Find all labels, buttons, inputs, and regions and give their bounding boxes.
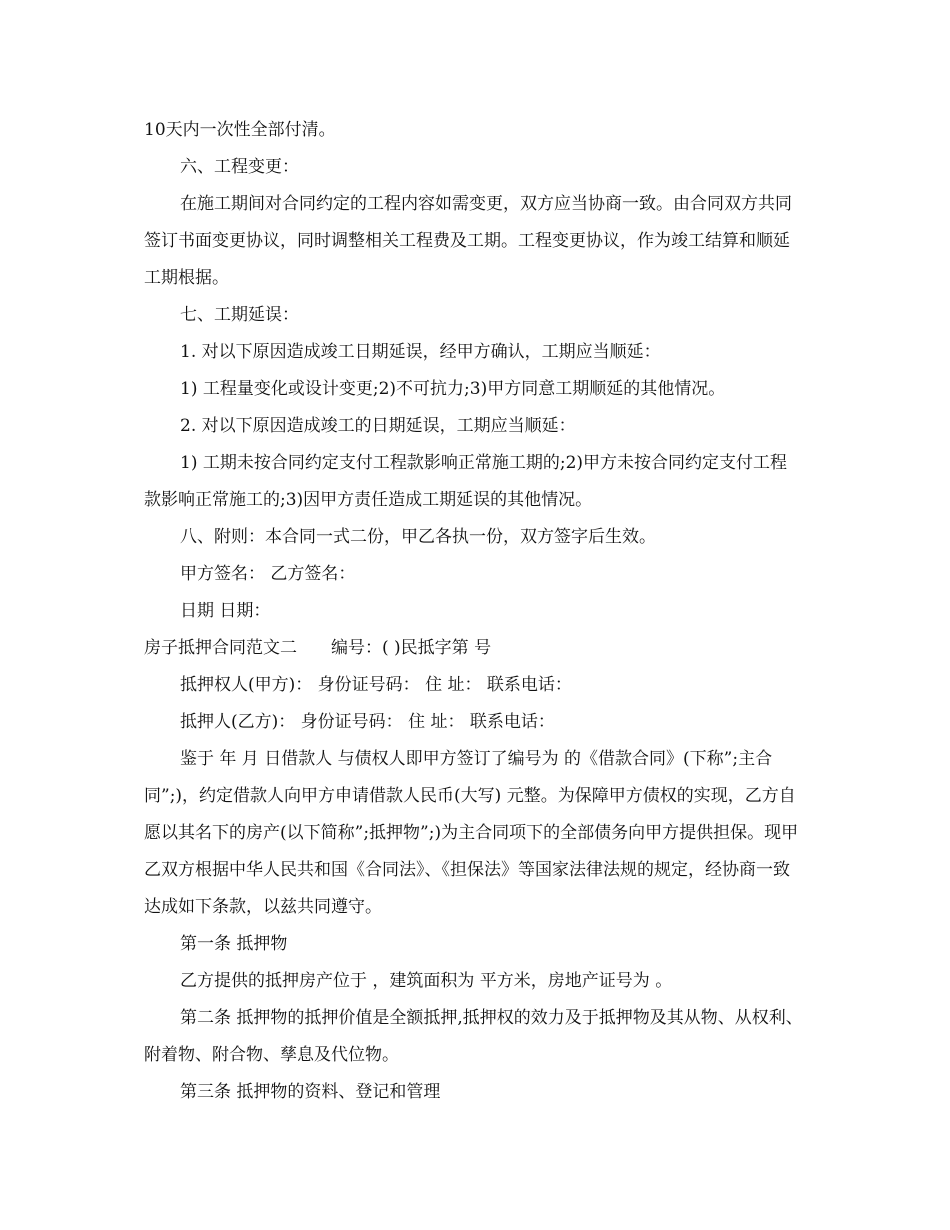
heading-section-6-engineering-change: 六、工程变更：: [180, 157, 299, 177]
mortgagee-party-a: 抵押权人(甲方)： 身份证号码： 住 址： 联系电话：: [180, 675, 572, 695]
heading-article-3-records-registration: 第三条 抵押物的资料、登记和管理: [180, 1082, 441, 1102]
paragraph-change-procedure: 在施工期间对合同约定的工程内容如需变更，双方应当协商一致。由合同双方共同签订书面变更协议，同时调整相关工程费及工期。工程变更协议，作为竣工结算和顺延工期根据。: [144, 194, 792, 288]
paragraph-delay-item-1-details: 1) 工程量变化或设计变更;2)不可抗力;3)甲方同意工期顺延的其他情况。: [180, 379, 726, 399]
paragraph-delay-item-2-details: 1) 工期未按合同约定支付工程款影响正常施工期的;2)甲方未按合同约定支付工程款影响正常施工的;3)因甲方责任造成工期延误的其他情况。: [144, 453, 788, 510]
paragraph-collateral-location: 乙方提供的抵押房产位于 ，建筑面积为 平方米，房地产证号为 。: [180, 971, 673, 991]
paragraph-delay-item-2: 2. 对以下原因造成竣工的日期延误，工期应当顺延：: [180, 416, 576, 436]
contract-title-mortgage: 房子抵押合同范文二 编号：( )民抵字第 号: [144, 638, 492, 658]
document-body: [144, 112, 804, 1111]
heading-article-1-collateral: 第一条 抵押物: [180, 934, 288, 954]
date-line: 日期 日期：: [180, 601, 271, 621]
paragraph-payment-term: 10天内一次性全部付清。: [144, 120, 336, 140]
paragraph-delay-item-1: 1. 对以下原因造成竣工日期延误，经甲方确认，工期应当顺延：: [180, 342, 661, 362]
heading-section-7-schedule-delay: 七、工期延误：: [180, 305, 299, 325]
paragraph-recital: 鉴于 年 月 日借款人 与债权人即甲方签订了编号为 的《借款合同》(下称”;主合同”;)，约定借款人向甲方申请借款人民币(大写) 元整。为保障甲方债权的实现，乙方自愿以其名下的房产(以下简称”;抵押物”;)为主合同项下的全部债务向甲方提供担保。现甲乙双方根据中华人民共和国《合同法》、《担保法》等国家法律法规的规定，经协商一致达成如下条款，以兹共同遵守。: [144, 749, 799, 917]
mortgagor-party-b: 抵押人(乙方)： 身份证号码： 住 址： 联系电话：: [180, 712, 555, 732]
paragraph-section-8-supplementary: 八、附则：本合同一式二份，甲乙各执一份，双方签字后生效。: [180, 527, 656, 547]
paragraph-article-2-collateral-value: 第二条 抵押物的抵押价值是全额抵押,抵押权的效力及于抵押物及其从物、从权利、附着物、附合物、孳息及代位物。: [144, 1008, 803, 1065]
signature-line: 甲方签名： 乙方签名：: [180, 564, 356, 584]
